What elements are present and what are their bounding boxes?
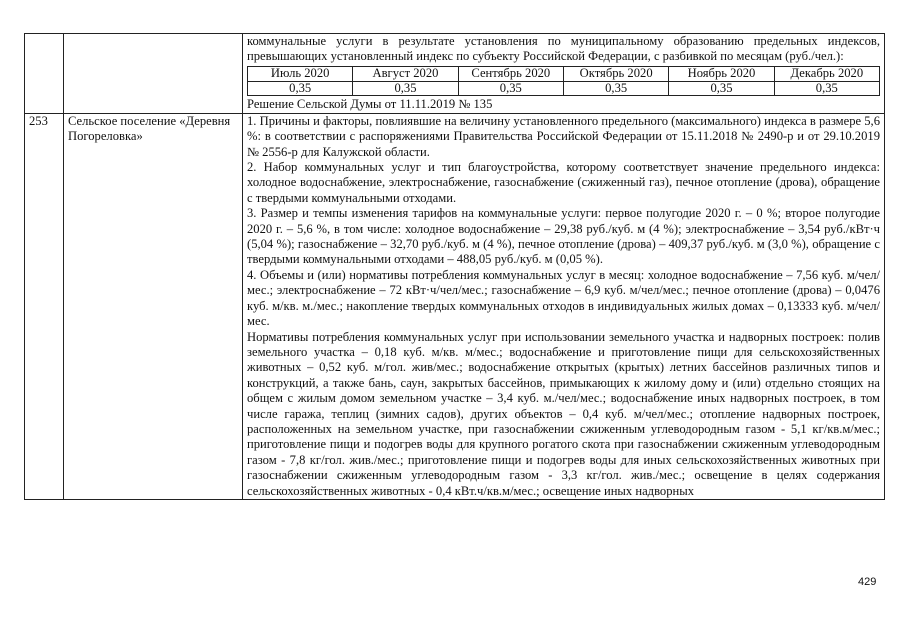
month-value: 0,35 (774, 81, 879, 96)
monthly-values-table (247, 66, 880, 97)
month-header: Июль 2020 (248, 66, 353, 81)
months-header-row (248, 66, 880, 81)
paragraph-volumes: 4. Объемы и (или) нормативы потребления коммунальных услуг в месяц: холодное водоснабжение – 7,56 куб. м/чел/мес.; электроснабжение – 72 кВт·ч/чел/мес.; газоснабжение – 6,9 куб. м/чел/мес.; печное отопление (дрова) – 0,0476 куб. м/кв. м./мес.; накопление твердых коммунальных отходов в индивидуальных жилых домах – 0,13333 куб. м/чел/мес. (247, 267, 880, 329)
month-header: Сентябрь 2020 (458, 66, 563, 81)
month-header: Октябрь 2020 (563, 66, 668, 81)
row-number-cell: 253 (25, 113, 64, 499)
month-value: 0,35 (669, 81, 774, 96)
content-cell (243, 113, 885, 499)
row-number-cell (25, 34, 64, 114)
table-row (25, 113, 885, 499)
month-value: 0,35 (248, 81, 353, 96)
month-header: Ноябрь 2020 (669, 66, 774, 81)
months-values-row (248, 81, 880, 96)
content-cell (243, 34, 885, 114)
decision-reference: Решение Сельской Думы от 11.11.2019 № 135 (247, 97, 493, 112)
month-header: Август 2020 (353, 66, 458, 81)
prev-row-intro: коммунальные услуги в результате установления по муниципальному образованию предельных индексов, превышающих установленный индекс по субъекту Российской Федерации, с разбивкой по месяцам (руб./чел.): (247, 34, 880, 64)
table-row (25, 34, 885, 114)
month-value: 0,35 (353, 81, 458, 96)
tariff-table (24, 33, 885, 500)
paragraph-norms-land: Нормативы потребления коммунальных услуг при использовании земельного участка и надворных построек: полив земельного участка – 0,18 куб. м/кв. м/мес.; водоснабжение и приготовление пищи для сельскохозяйственных животных – 0,52 куб. м/гол. жив/мес.; водоснабжение открытых (крытых) летних бассейнов различных типов и конструкций, а также бань, саун, закрытых бассейнов, примыкающих к жилому дому и (или) отдельно стоящих на общем с жилым домом земельном участке – 3,4 куб. м./чел/мес.; водоснабжение иных надворных построек, в том числе гаража, теплиц (зимних садов), других объектов – 0,4 куб. м/чел/мес.; отопление надворных построек, расположенных на земельном участке, при газоснабжении сжиженным углеводородным газом - 5,1 кг/кв.м/мес.; приготовление пищи и подогрев воды для крупного рогатого скота при газоснабжении сжиженным углеводородным газом - 7,8 кг/гол. жив./мес.; приготовление пищи и подогрев воды для иных сельскохозяйственных животных при газоснабжении сжиженным углеводородным газом - 3,3 кг/гол. жив./мес.; освещение в целях содержания сельскохозяйственных животных - 0,4 кВт.ч/кв.м/мес.; освещение иных надворных (247, 329, 880, 498)
month-value: 0,35 (563, 81, 668, 96)
month-header: Декабрь 2020 (774, 66, 879, 81)
paragraph-services-set: 2. Набор коммунальных услуг и тип благоустройства, которому соответствует значение предельного индекса: холодное водоснабжение, электроснабжение, газоснабжение (сжиженный газ), печное отопление (дрова), обращение с твердыми коммунальными отходами. (247, 160, 880, 205)
municipality-cell: Сельское поселение «Деревня Погореловка» (64, 113, 243, 499)
month-value: 0,35 (458, 81, 563, 96)
page-number: 429 (858, 576, 877, 588)
paragraph-tariffs: 3. Размер и темпы изменения тарифов на коммунальные услуги: первое полугодие 2020 г. – 0 %; второе полугодие 2020 г. – 5,6 %, в том числе: холодное водоснабжение – 29,38 руб./куб. м (4 %); электроснабжение – 3,54 руб./кВт·ч (5,04 %); газоснабжение – 32,70 руб./куб. м (4 %), печное отопление (дрова) – 409,37 руб./куб. м (3,0 %), обращение с твердыми коммунальными отходами – 488,05 руб./куб. м (0,05 %). (247, 206, 880, 267)
paragraph-reasons: 1. Причины и факторы, повлиявшие на величину установленного предельного (максимального) индекса в размере 5,6 %: в соответствии с распоряжениями Правительства Российской Федерации от 15.11.2018 № 2490-р и от 29.10.2019 № 2556-р для Калужской области. (247, 113, 880, 159)
municipality-cell (64, 34, 243, 114)
